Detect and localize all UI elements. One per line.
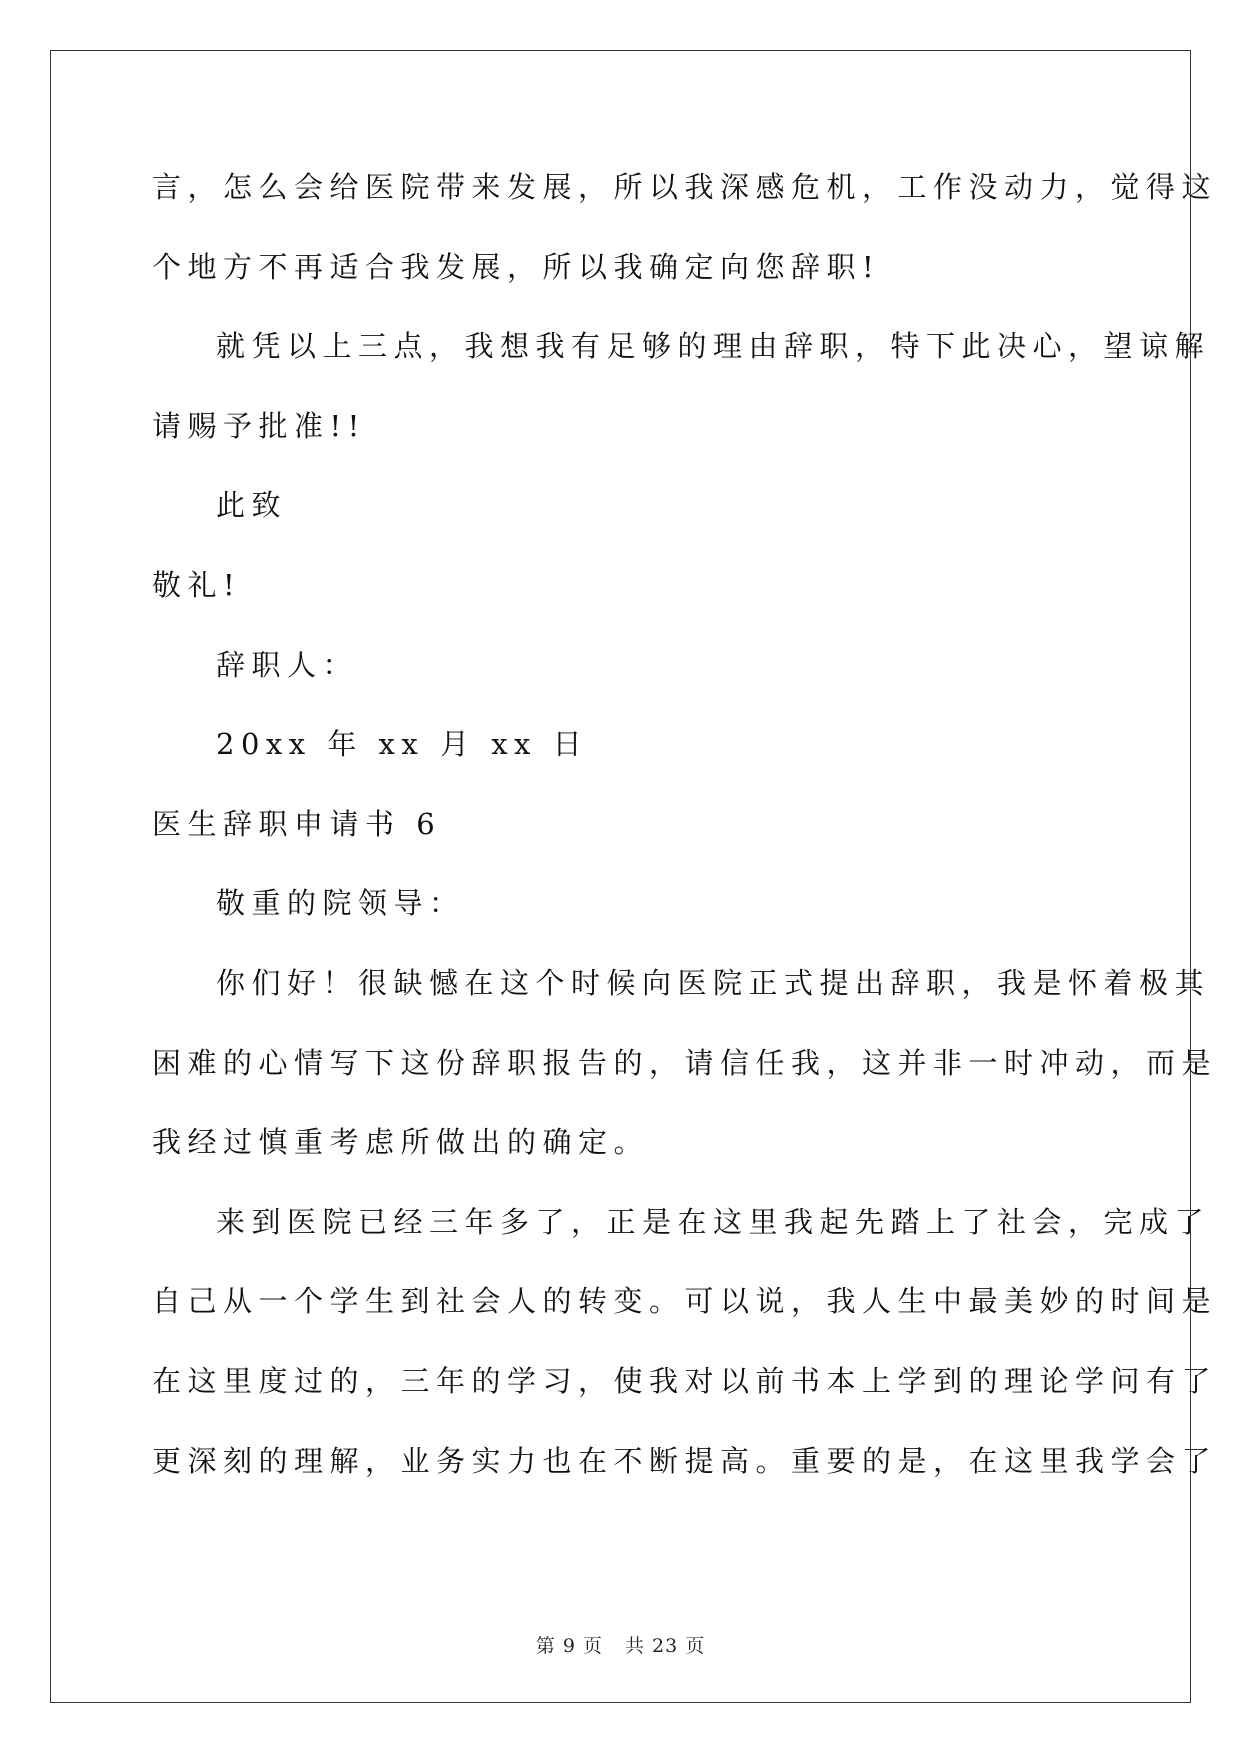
- paragraph-line: 来到医院已经三年多了，正是在这里我起先踏上了社会，完成了: [216, 1204, 1211, 1239]
- paragraph-line: 你们好！很缺憾在这个时候向医院正式提出辞职，我是怀着极其: [216, 965, 1211, 1000]
- signature-label: 辞职人：: [216, 647, 359, 682]
- paragraph-line: 更深刻的理解，业务实力也在不断提高。重要的是，在这里我学会了: [152, 1443, 1218, 1478]
- closing-regards: 敬礼!: [152, 567, 242, 602]
- total-pages: 共 23 页: [624, 1635, 706, 1657]
- page-number: 第 9 页: [535, 1635, 603, 1657]
- date-line: 20xx 年 xx 月 xx 日: [216, 727, 589, 762]
- paragraph-line: 我经过慎重考虑所做出的确定。: [152, 1125, 650, 1160]
- document-body: [152, 162, 1218, 1515]
- paragraph-line: 困难的心情写下这份辞职报告的，请信任我，这并非一时冲动，而是: [152, 1045, 1218, 1080]
- greeting: 敬重的院领导：: [216, 886, 465, 921]
- paragraph-line: 自己从一个学生到社会人的转变。可以说，我人生中最美妙的时间是: [152, 1284, 1218, 1319]
- closing-salutation: 此致: [216, 488, 288, 523]
- page-footer: [0, 1631, 1241, 1658]
- section-heading: 医生辞职申请书 6: [152, 806, 442, 841]
- paragraph-line: 个地方不再适合我发展，所以我确定向您辞职!: [152, 249, 881, 284]
- paragraph-line: 请赐予批准!!: [152, 408, 366, 443]
- paragraph-line: 就凭以上三点，我想我有足够的理由辞职，特下此决心，望谅解: [216, 329, 1211, 364]
- paragraph-line: 在这里度过的，三年的学习，使我对以前书本上学到的理论学问有了: [152, 1363, 1218, 1398]
- paragraph-line: 言，怎么会给医院带来发展，所以我深感危机，工作没动力，觉得这: [152, 170, 1218, 204]
